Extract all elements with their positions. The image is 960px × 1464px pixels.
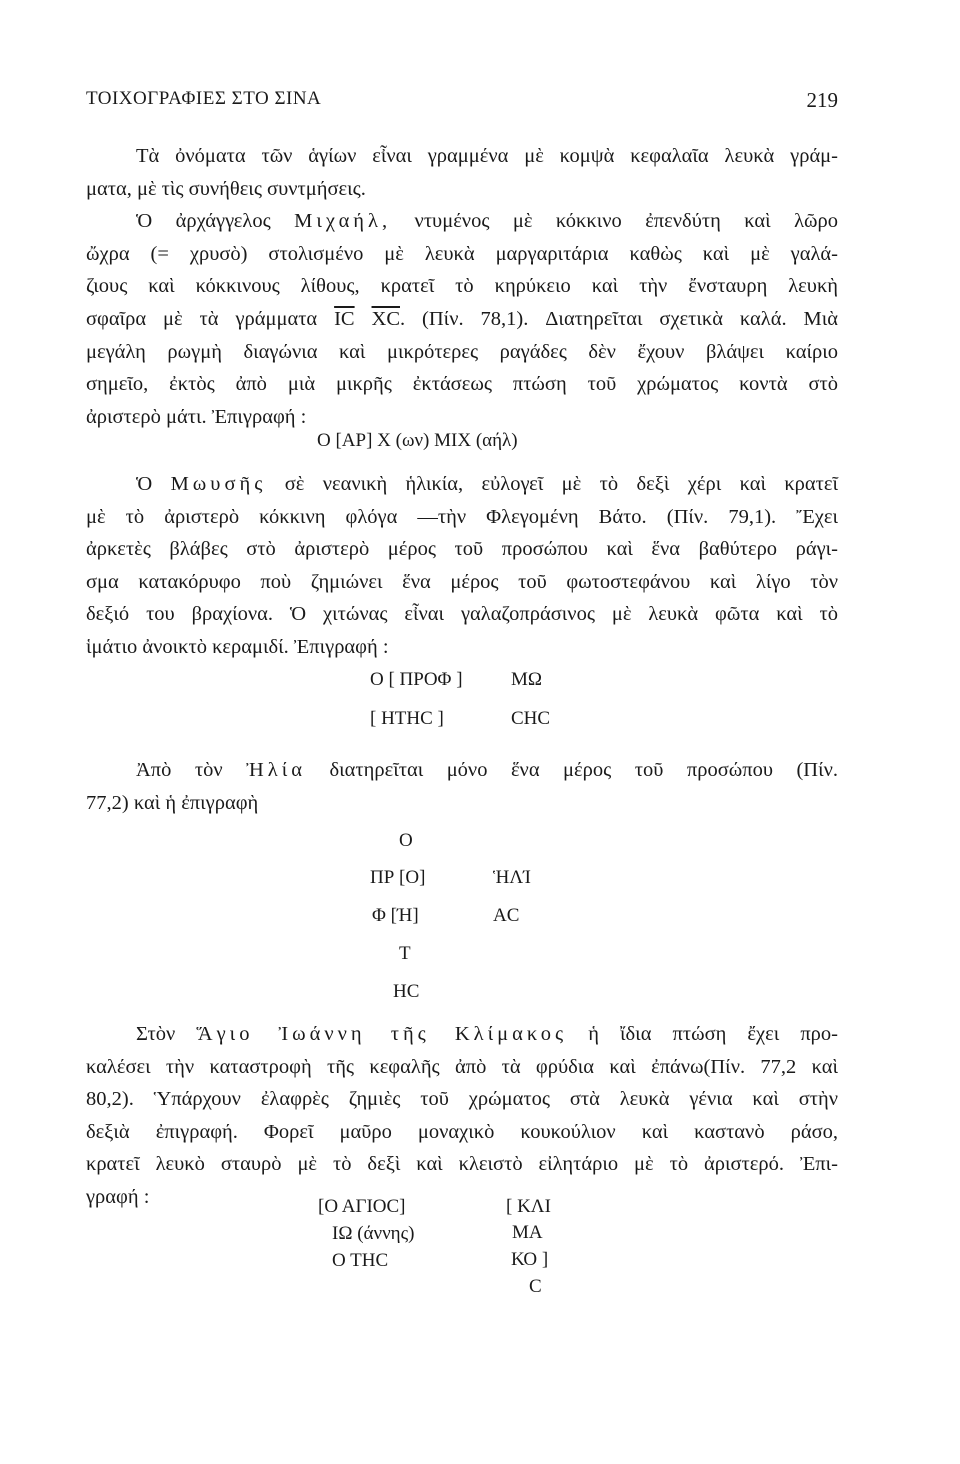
text-line: 77,2) καὶ ἡ ἐπιγραφὴ [86, 791, 259, 814]
text-line: κρατεῖ λευκὸ σταυρὸ μὲ τὸ δεξὶ καὶ κλειστὸ εἰλητάριο μὲ τὸ ἀριστερό. Ἐπι- [86, 1153, 838, 1176]
text-line: σμα κατακόρυφο ποὺ ζημιώνει ἕνα μέρος τοῦ φωτοστεφάνου καὶ λίγο τὸν [86, 570, 838, 593]
text-line: ζιους καὶ κόκκινους λίθους, κρατεῖ τὸ κηρύκειο καὶ τὴν ἔνσταυρη λευκὴ [86, 275, 838, 298]
text-line: Ὁ ἀρχάγγελος Μιχαήλ, ντυμένος μὲ κόκκινο ἐπενδύτη καὶ λῶρο [136, 210, 839, 233]
text-line: ἀρκετὲς βλάβες στὸ ἀριστερὸ μέρος τοῦ προσώπου καὶ ἕνα βαθύτερο ράγι- [86, 538, 838, 561]
page-number: 219 [806, 88, 838, 112]
text-line: ἀριστερὸ μάτι. Ἐπιγραφή : [86, 405, 307, 428]
saint-name: Μιχαήλ, [294, 210, 392, 233]
text-line: σφαῖρα μὲ τὰ γράμματα $\overline{IC}$ $\overline{XC}$. (Πίν. 78,1). Διατηρεῖται σχετικὰ καλά. Μιὰ [86, 307, 839, 330]
text-line: Ὁ Μωυσῆς σὲ νεανικὴ ἡλικία, εὐλογεῖ μὲ τὸ δεξὶ χέρι καὶ κρατεῖ [136, 473, 838, 495]
text-line: Στὸν Ἅγιο Ἰωάννη τῆς Κλίμακος ἡ ἴδια πτώση ἔχει προ- [136, 1023, 838, 1045]
text-line: 80,2). Ὑπάρχουν ἐλαφρὲς ζημιὲς τοῦ χρώματος στὰ λευκὰ γένια καὶ στὴν [86, 1088, 838, 1111]
inscription-michael: Ο [ΑΡ] Χ (ων) ΜΙΧ (αήλ) [317, 430, 518, 451]
running-head: ΤΟΙΧΟΓΡΑΦΙΕΣ ΣΤΟ ΣΙΝΑ [86, 88, 322, 109]
text-line: Τὰ ὀνόματα τῶν ἁγίων εἶναι γραμμένα μὲ κομψὰ κεφαλαῖα λευκὰ γράμ- [136, 145, 838, 167]
saint-name: Ἅγιο Ἰωάννη τῆς Κλίμακος [196, 1023, 568, 1045]
text-line: μεγάλη ρωγμὴ διαγώνια καὶ μικρότερες ραγάδες δὲν ἔχουν βλάψει καίριο [86, 340, 838, 363]
text-line: δεξιὰ ἐπιγραφή. Φορεῖ μαῦρο μοναχικὸ κουκούλιον καὶ καστανὸ ράσο, [86, 1120, 838, 1143]
text-line: ὤχρα (= χρυσὸ) στολισμένο μὲ λευκὰ μαργαριτάρια καθὼς καὶ μὲ γαλά- [86, 242, 838, 265]
text-line: Ἀπὸ τὸν Ἠλία διατηρεῖται μόνο ἕνα μέρος τοῦ προσώπου (Πίν. [136, 759, 839, 781]
body-text-elijah [86, 754, 838, 819]
text-line: σημεῖο, ἐκτὸς ἀπὸ μιὰ μικρῆς ἐκτάσεως πτώση τοῦ χρώματος κοντὰ στὸ [86, 373, 838, 396]
body-text [86, 140, 838, 433]
text-line: γραφή : [86, 1185, 150, 1208]
text-line: ματα, μὲ τὶς συνήθεις συντμήσεις. [86, 177, 366, 200]
saint-name: Ἠλία [246, 759, 306, 781]
page-header [86, 88, 838, 118]
text-line: ἱμάτιο ἀνοικτὸ κεραμιδί. Ἐπιγραφή : [86, 635, 389, 658]
abbreviation-ic: $\overline{IC}$ [334, 307, 355, 330]
text-line: δεξιό του βραχίονα. Ὁ χιτώνας εἶναι γαλαζοπράσινος μὲ λευκὰ φῶτα καὶ τὸ [86, 603, 838, 626]
body-text-john-climacus [86, 1018, 838, 1214]
text-line: μὲ τὸ ἀριστερὸ κόκκινη φλόγα —τὴν Φλεγομένη Βάτο. (Πίν. 79,1). Ἔχει [86, 505, 838, 528]
body-text-moses [86, 468, 838, 664]
text-line: καλέσει τὴν καταστροφὴ τῆς κεφαλῆς ἀπὸ τὰ φρύδια καὶ ἐπάνω(Πίν. 77,2 καὶ [86, 1055, 838, 1078]
abbreviation-xc: $\overline{XC}$ [371, 307, 400, 330]
saint-name: Μωυσῆς [170, 473, 267, 495]
book-page: ΤΟΙΧΟΓΡΑΦΙΕΣ ΣΤΟ ΣΙΝΑ 219 Τὰ ὀνόματα τῶν ἁγίων εἶναι γραμμένα μὲ κομψὰ κεφαλαῖα λευκὰ γράμ- ματα, μὲ τὶς συνήθεις συντμήσεις. Ὁ ἀρχάγγελος Μιχαήλ, ντυμένος μὲ κόκκινο ἐπενδύτη καὶ λῶρο ὤχρα (= χρυσὸ) στολισμένο μὲ λευκὰ μαργαριτάρια καθὼς καὶ μὲ γαλά- ζιους καὶ κόκκινους λίθους, κρατεῖ τὸ κηρύκειο καὶ τὴν ἔνσταυρη λευκὴ σφαῖρα μὲ τὰ γράμματα $\overline{IC}$ $\overline{XC}$. (Πίν. 78,1). Διατηρεῖται σχετικὰ καλά. Μιὰ μεγάλη ρωγμὴ διαγώνια καὶ μικρότερες ραγάδες δὲν ἔχουν βλάψει καίριο σημεῖο, ἐκτὸς ἀπὸ μιὰ μικρῆς ἐκτάσεως πτώση τοῦ χρώματος κοντὰ στὸ ἀριστερὸ μάτι. Ἐπιγραφή : Ο [ΑΡ] Χ (ων) ΜΙΧ (αήλ) Ὁ Μωυσῆς σὲ νεανικὴ ἡλικία, εὐλογεῖ μὲ τὸ δεξὶ χέρι καὶ κρατεῖ μὲ τὸ ἀριστερὸ κόκκινη φλόγα —τὴν Φλεγομένη Βάτο. (Πίν. 79,1). Ἔχει ἀρκετὲς βλάβες στὸ ἀριστερὸ μέρος τοῦ προσώπου καὶ ἕνα βαθύτερο ράγι- σμα κατακόρυφο ποὺ ζημιώνει ἕνα μέρος τοῦ φωτοστεφάνου καὶ λίγο τὸν δεξιό του βραχίονα. Ὁ χιτώνας εἶναι γαλαζοπράσινος μὲ λευκὰ φῶτα καὶ τὸ ἱμάτιο ἀνοικτὸ κεραμιδί. Ἐπιγραφή : Ο [ ΠΡΟΦ ] ΜΩ [ ΗΤΗC ] CΗC Ἀπὸ τὸν Ἠλία διατηρεῖται μόνο ἕνα μέρος τοῦ προσώπου (Πίν. 77,2) καὶ ἡ ἐπιγραφὴ Ο ΠΡ [Ο] Φ [Ή] Τ ΗC ἩΛΊ AC Στὸν Ἅγιο Ἰωάννη τῆς Κλίμακος ἡ ἴδια πτώση ἔχει προ- καλέσει τὴν καταστροφὴ τῆς κεφαλῆς ἀπὸ τὰ φρύδια καὶ ἐπάνω(Πίν. 77,2 καὶ 80,2). Ὑπάρχουν ἐλαφρὲς ζημιὲς τοῦ χρώματος στὰ λευκὰ γένια καὶ στὴν δεξιὰ ἐπιγραφή. Φορεῖ μαῦρο μοναχικὸ κουκούλιον καὶ καστανὸ ράσο, κρατεῖ λευκὸ σταυρὸ μὲ τὸ δεξὶ καὶ κλειστὸ εἰλητάριο μὲ τὸ ἀριστερό. Ἐπι- γραφή : [Ο ΑΓΙΟC] ΙΩ (άννης) Ο ΤΗC [ ΚΛΙ ΜΑ ΚΟ ] C [86, 88, 839, 1297]
